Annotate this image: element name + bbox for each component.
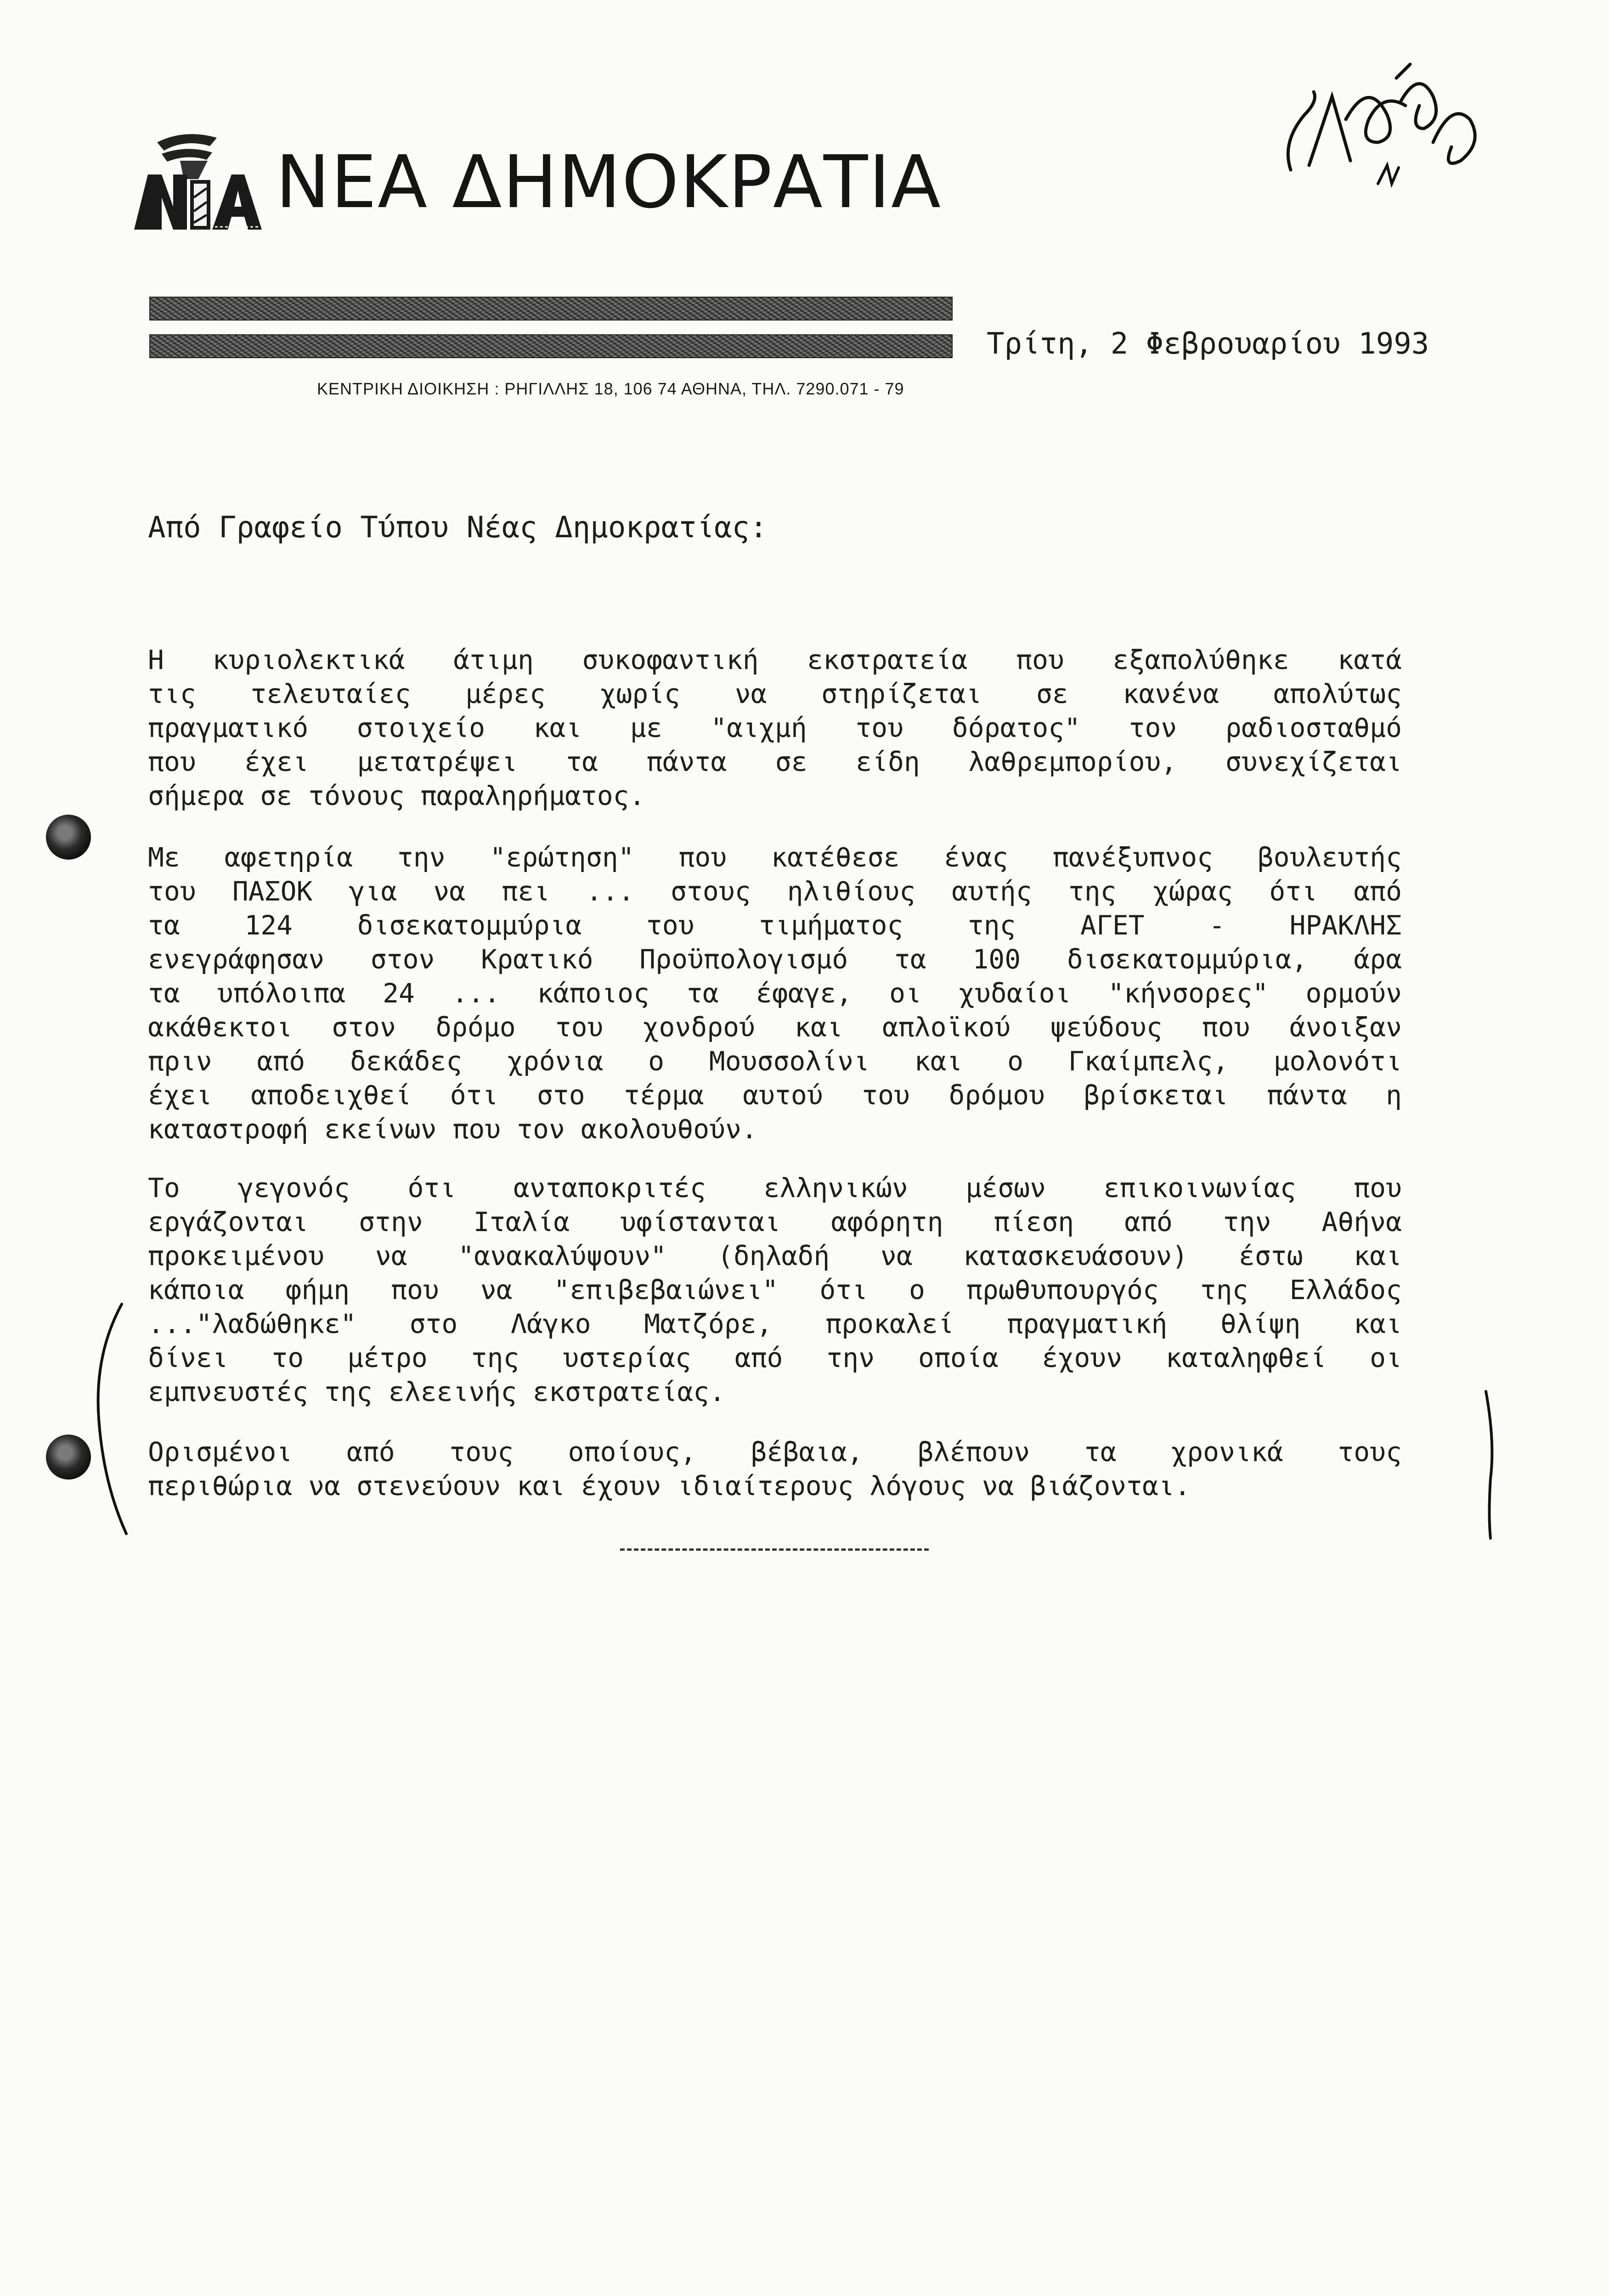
letterhead-stripe bbox=[149, 297, 953, 321]
paragraph-line: τις τελευταίες μέρες χωρίς να στηρίζεται σε κανένα απολύτως bbox=[148, 678, 1402, 709]
paragraph-line: περιθώρια να στενεύουν και έχουν ιδιαίτερους λόγους να βιάζονται. bbox=[148, 1470, 1191, 1502]
paragraph-line: προκειμένου να "ανακαλύψουν" (δηλαδή να κατασκευάσουν) έστω και bbox=[148, 1240, 1402, 1272]
punch-hole bbox=[46, 815, 91, 860]
paragraph-line: Η κυριολεκτικά άτιμη συκοφαντική εκστρατεία που εξαπολύθηκε κατά bbox=[148, 644, 1402, 675]
paragraph-line: ..."λαδώθηκε" στο Λάγκο Ματζόρε, προκαλεί πραγματική θλίψη και bbox=[148, 1308, 1402, 1339]
closing-dashed-rule bbox=[620, 1548, 929, 1551]
paragraph-line: Το γεγονός ότι ανταποκριτές ελληνικών μέσων επικοινωνίας που bbox=[148, 1172, 1402, 1204]
body-paragraph bbox=[148, 1171, 1402, 1409]
body-paragraph bbox=[148, 643, 1402, 813]
paragraph-line: δίνει το μέτρο της υστερίας από την οποία έχουν καταληφθεί οι bbox=[148, 1342, 1402, 1373]
press-office-heading: Από Γραφείο Τύπου Νέας Δημοκρατίας: bbox=[148, 511, 768, 545]
paragraph-line: εργάζονται στην Ιταλία υφίστανται αφόρητη πίεση από την Αθήνα bbox=[148, 1206, 1402, 1238]
party-logo-icon bbox=[130, 129, 263, 233]
body-paragraph bbox=[148, 1435, 1402, 1503]
paragraph-line: τα 124 δισεκατομμύρια του τιμήματος της ΑΓΕΤ - ΗΡΑΚΛΗΣ bbox=[148, 910, 1402, 941]
paragraph-line: καταστροφή εκείνων που τον ακολουθούν. bbox=[148, 1114, 757, 1145]
paragraph-line: κάποια φήμη που να "επιβεβαιώνει" ότι ο πρωθυπουργός της Ελλάδος bbox=[148, 1274, 1402, 1306]
paragraph-line: τα υπόλοιπα 24 ... κάποιος τα έφαγε, οι χυδαίοι "κήνσορες" ορμούν bbox=[148, 978, 1402, 1009]
margin-bracket-left bbox=[85, 1300, 131, 1538]
margin-bracket-right bbox=[1477, 1387, 1504, 1543]
paragraph-line: έχει αποδειχθεί ότι στο τέρμα αυτού του δρόμου βρίσκεται πάντα η bbox=[148, 1080, 1402, 1111]
paragraph-line: που έχει μετατρέψει τα πάντα σε είδη λαθρεμπορίου, συνεχίζεται bbox=[148, 746, 1402, 777]
paragraph-line: του ΠΑΣΟΚ για να πει ... στους ηλιθίους αυτής της χώρας ότι από bbox=[148, 876, 1402, 907]
paragraph-line: ακάθεκτοι στον δρόμο του χονδρού και απλοϊκού ψεύδους που άνοιξαν bbox=[148, 1012, 1402, 1043]
document-date: Τρίτη, 2 Φεβρουαρίου 1993 bbox=[987, 327, 1429, 361]
punch-hole bbox=[46, 1435, 91, 1480]
paragraph-line: ενεγράφησαν στον Κρατικό Προϋπολογισμό τα 100 δισεκατομμύρια, άρα bbox=[148, 944, 1402, 975]
paragraph-line: εμπνευστές της ελεεινής εκστρατείας. bbox=[148, 1376, 726, 1407]
paragraph-line: Ορισμένοι από τους οποίους, βέβαια, βλέπουν τα χρονικά τους bbox=[148, 1436, 1402, 1468]
letterhead-stripe bbox=[149, 334, 953, 358]
paragraph-line: πραγματικό στοιχείο και με "αιχμή του δόρατος" τον ραδιοσταθμό bbox=[148, 712, 1402, 743]
handwritten-signature bbox=[1277, 51, 1488, 202]
organization-name: ΝΕΑ ΔΗΜΟΚΡΑΤΙΑ bbox=[276, 140, 942, 225]
letterhead-address: ΚΕΝΤΡΙΚΗ ΔΙΟΙΚΗΣΗ : ΡΗΓΙΛΛΗΣ 18, 106 74 ΑΘΗΝΑ, ΤΗΛ. 7290.071 - 79 bbox=[317, 379, 904, 398]
paragraph-line: σήμερα σε τόνους παραληρήματος. bbox=[148, 780, 645, 811]
body-paragraph bbox=[148, 840, 1402, 1146]
paragraph-line: πριν από δεκάδες χρόνια ο Μουσσολίνι και ο Γκαίμπελς, μολονότι bbox=[148, 1046, 1402, 1077]
paragraph-line: Με αφετηρία την "ερώτηση" που κατέθεσε ένας πανέξυπνος βουλευτής bbox=[148, 842, 1402, 873]
